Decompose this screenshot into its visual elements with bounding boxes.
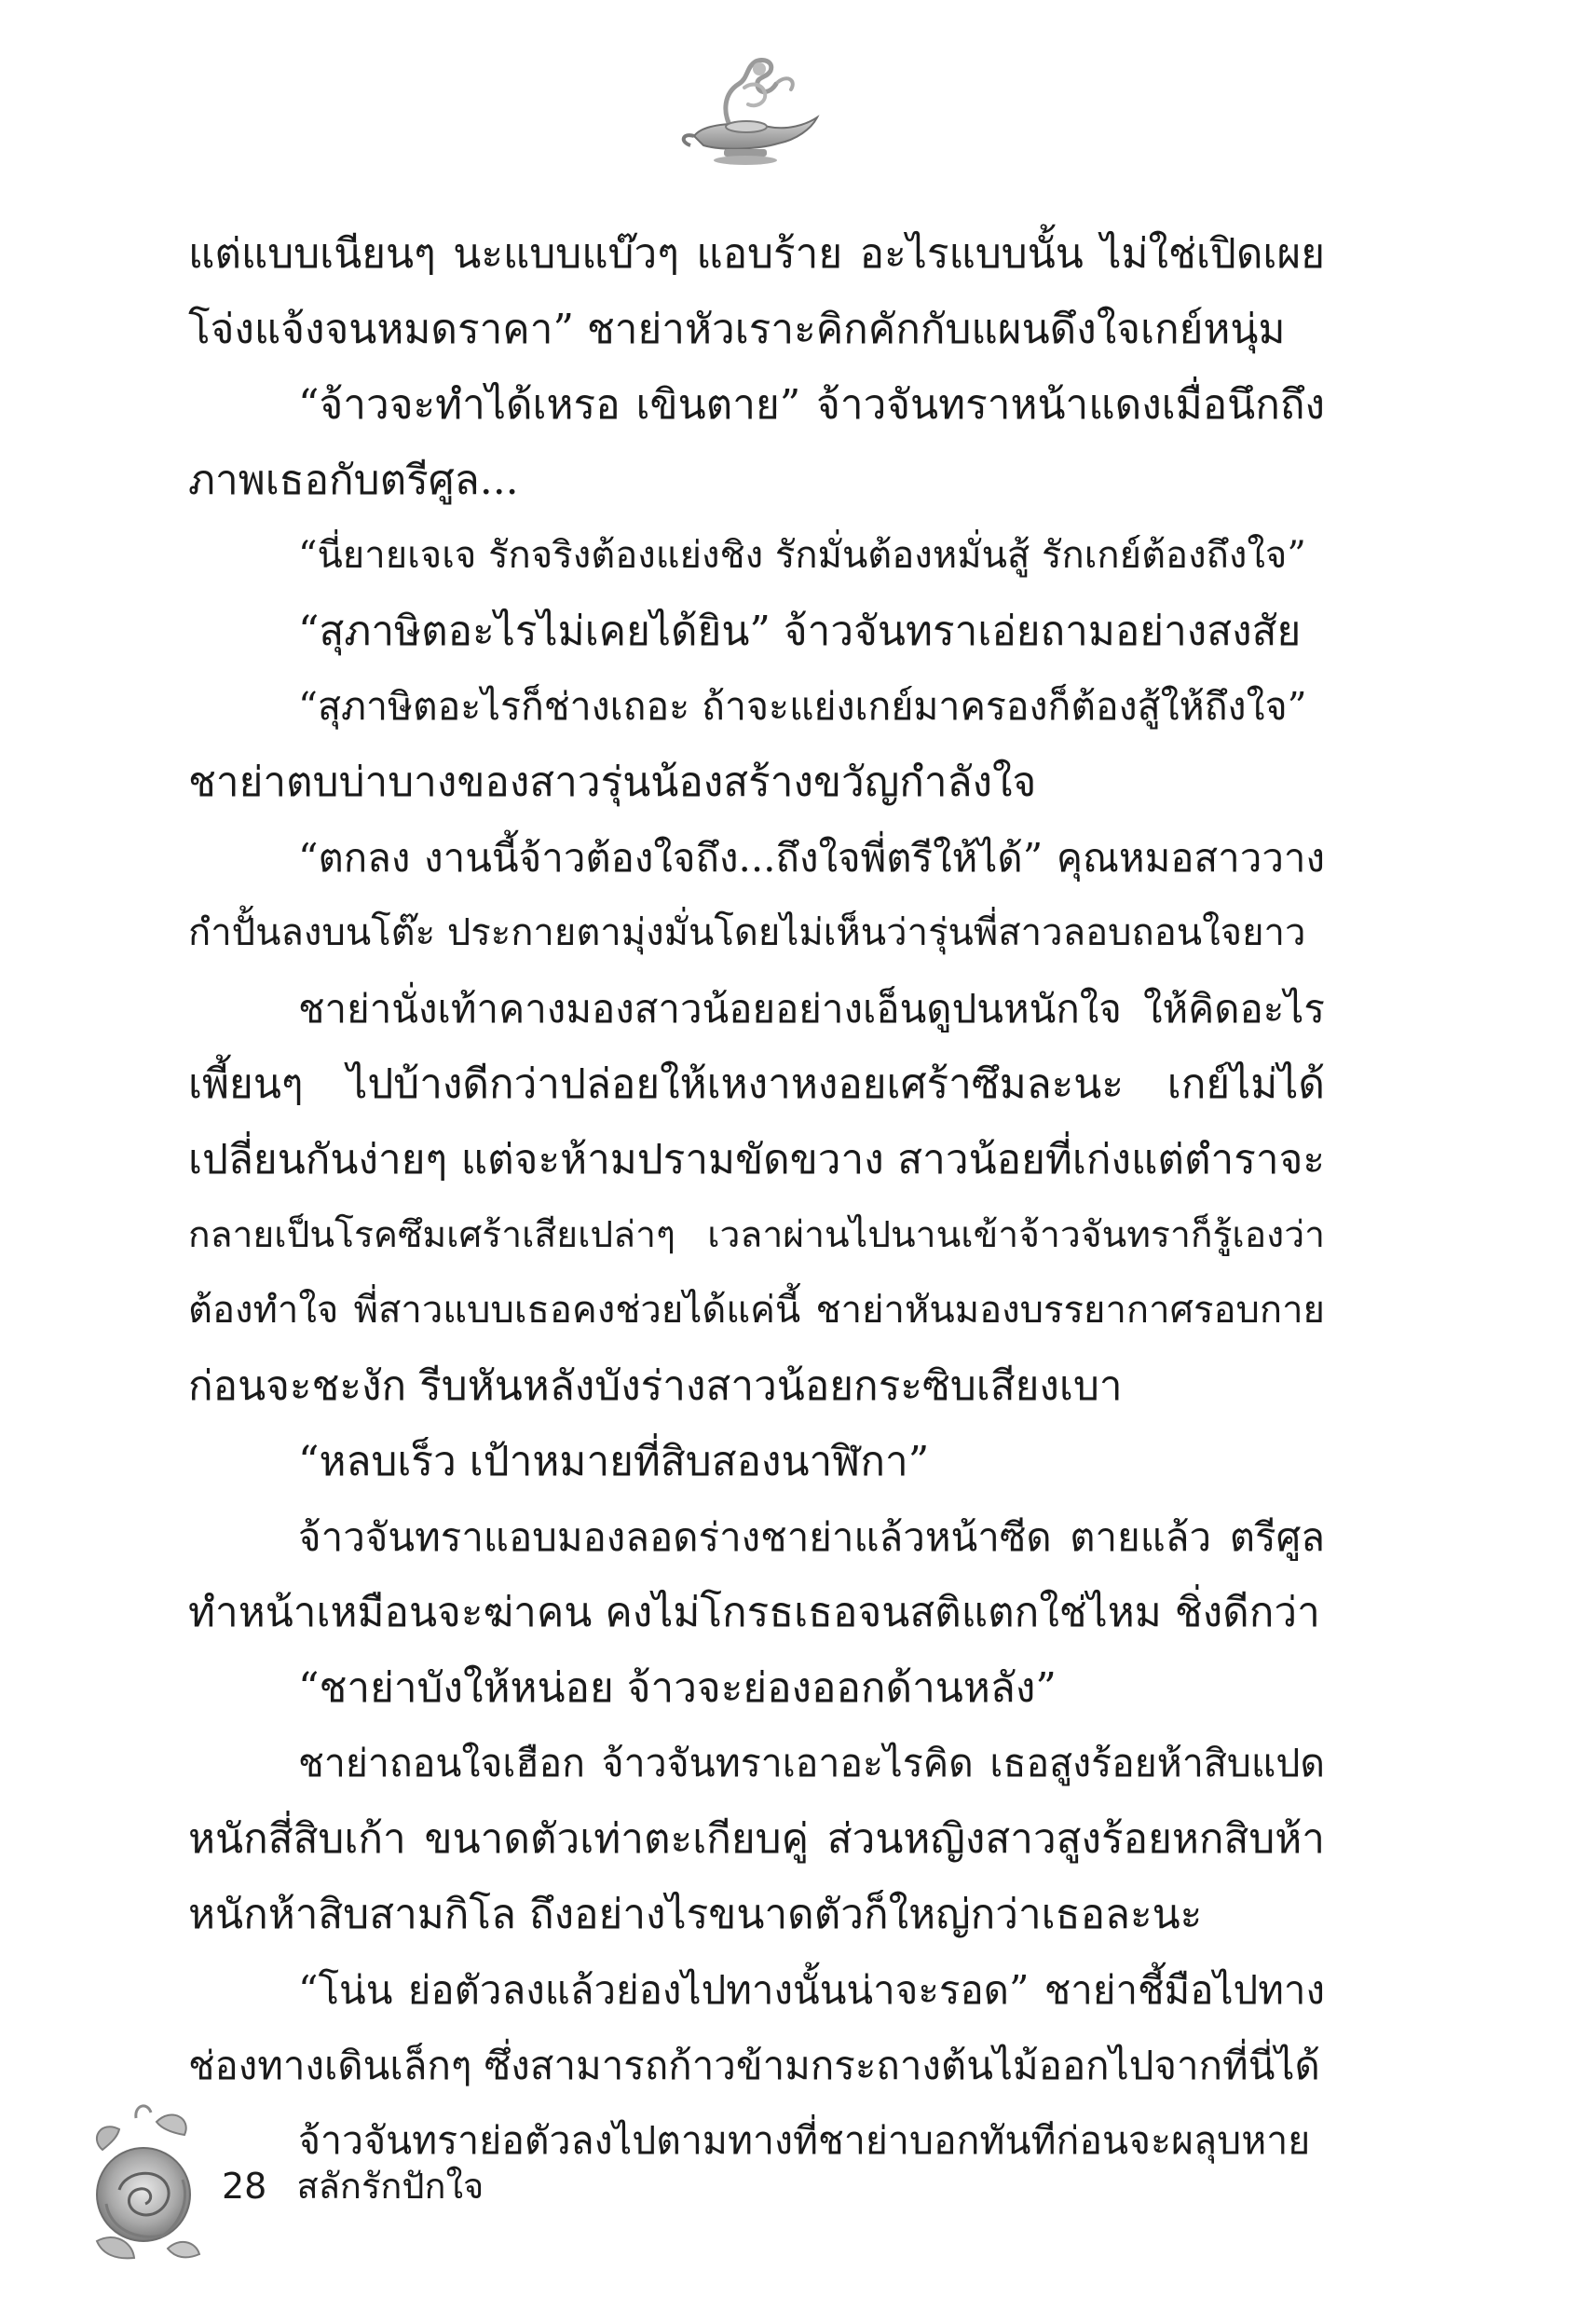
text-line: โจ่งแจ้งจนหมดราคา” ชาย่าหัวเราะคิกคักกับแผนดึงใจเกย์หนุ่ม xyxy=(188,306,1286,353)
text-line: หนักสี่สิบเก้า ขนาดตัวเท่าตะเกียบคู่ ส่วนหญิงสาวสูงร้อยหกสิบห้า xyxy=(188,1815,1325,1863)
text-line: กลายเป็นโรคซึมเศร้าเสียเปล่าๆ เวลาผ่านไปนานเข้าจ้าวจันทราก็รู้เองว่า xyxy=(188,1214,1325,1256)
text-line: ก่อนจะชะงัก รีบหันหลังบังร่างสาวน้อยกระซิบเสียงเบา xyxy=(188,1362,1123,1410)
text-line: หนักห้าสิบสามกิโล ถึงอย่างไรขนาดตัวก็ใหญ่กว่าเธอละนะ xyxy=(188,1891,1203,1938)
book-title: สลักรักปักใจ xyxy=(296,2166,484,2207)
text-line: จ้าวจันทราแอบมองลอดร่างชาย่าแล้วหน้าซีด ตายแล้ว ตรีศูล xyxy=(298,1514,1325,1560)
text-line: “สุภาษิตอะไรก็ช่างเถอะ ถ้าจะแย่งเกย์มาครองก็ต้องสู้ให้ถึงใจ” xyxy=(298,684,1307,729)
page-footer xyxy=(222,2164,484,2208)
text-line: “โน่น ย่อตัวลงแล้วย่องไปทางนั้นน่าจะรอด” ชาย่าชี้มือไปทาง xyxy=(298,1967,1325,2013)
text-line: แต่แบบเนียนๆ นะแบบแบ๊วๆ แอบร้าย อะไรแบบนั้น ไม่ใช่เปิดเผย xyxy=(188,230,1325,278)
text-line: ต้องทำใจ พี่สาวแบบเธอคงช่วยได้แค่นี้ ชาย่าหันมองบรรยากาศรอบกาย xyxy=(188,1289,1325,1332)
text-line: เปลี่ยนกันง่ายๆ แต่จะห้ามปรามขัดขวาง สาวน้อยที่เก่งแต่ตำราจะ xyxy=(188,1136,1325,1183)
text-line: ภาพเธอกับตรีศูล... xyxy=(188,457,519,504)
text-line: “จ้าวจะทำได้เหรอ เขินตาย” จ้าวจันทราหน้าแดงเมื่อนึกถึง xyxy=(298,381,1325,429)
text-line: “นี่ยายเจเจ รักจริงต้องแย่งชิง รักมั่นต้องหมั่นสู้ รักเกย์ต้องถึงใจ” xyxy=(298,534,1306,577)
text-line: ทำหน้าเหมือนจะฆ่าคน คงไม่โกรธเธอจนสติแตกใช่ไหม ชิ่งดีกว่า xyxy=(188,1589,1320,1636)
text-line: ชาย่านั่งเท้าคางมองสาวน้อยอย่างเอ็นดูปนหนักใจ ให้คิดอะไร xyxy=(298,986,1325,1032)
body-text xyxy=(188,216,1325,2179)
page-number: 28 xyxy=(222,2166,267,2207)
text-line: จ้าวจันทราย่อตัวลงไปตามทางที่ชาย่าบอกทันทีก่อนจะผลุบหาย xyxy=(298,2118,1311,2163)
text-line: “ชาย่าบังให้หน่อย จ้าวจะย่องออกด้านหลัง” xyxy=(298,1664,1057,1712)
genie-lamp-icon xyxy=(666,56,825,168)
text-line: ชาย่าถอนใจเฮือก จ้าวจันทราเอาอะไรคิด เธอสูงร้อยห้าสิบแปด xyxy=(298,1741,1325,1785)
text-line: กำปั้นลงบนโต๊ะ ประกายตามุ่งมั่นโดยไม่เห็นว่ารุ่นพี่สาวลอบถอนใจยาว xyxy=(188,911,1306,954)
text-line: “หลบเร็ว เป้าหมายที่สิบสองนาฬิกา” xyxy=(298,1438,930,1485)
rose-icon xyxy=(82,2101,208,2264)
text-line: ช่องทางเดินเล็กๆ ซึ่งสามารถก้าวข้ามกระถางต้นไม้ออกไปจากที่นี่ได้ xyxy=(188,2043,1320,2088)
text-line: “ตกลง งานนี้จ้าวต้องใจถึง...ถึงใจพี่ตรีให้ได้” คุณหมอสาววาง xyxy=(298,835,1325,881)
text-line: ชาย่าตบบ่าบางของสาวรุ่นน้องสร้างขวัญกำลังใจ xyxy=(188,759,1037,806)
text-line: “สุภาษิตอะไรไม่เคยได้ยิน” จ้าวจันทราเอ่ยถามอย่างสงสัย xyxy=(298,608,1302,655)
text-line: เพี้ยนๆ ไปบ้างดีกว่าปล่อยให้เหงาหงอยเศร้าซึมละนะ เกย์ไม่ได้ xyxy=(188,1060,1325,1108)
